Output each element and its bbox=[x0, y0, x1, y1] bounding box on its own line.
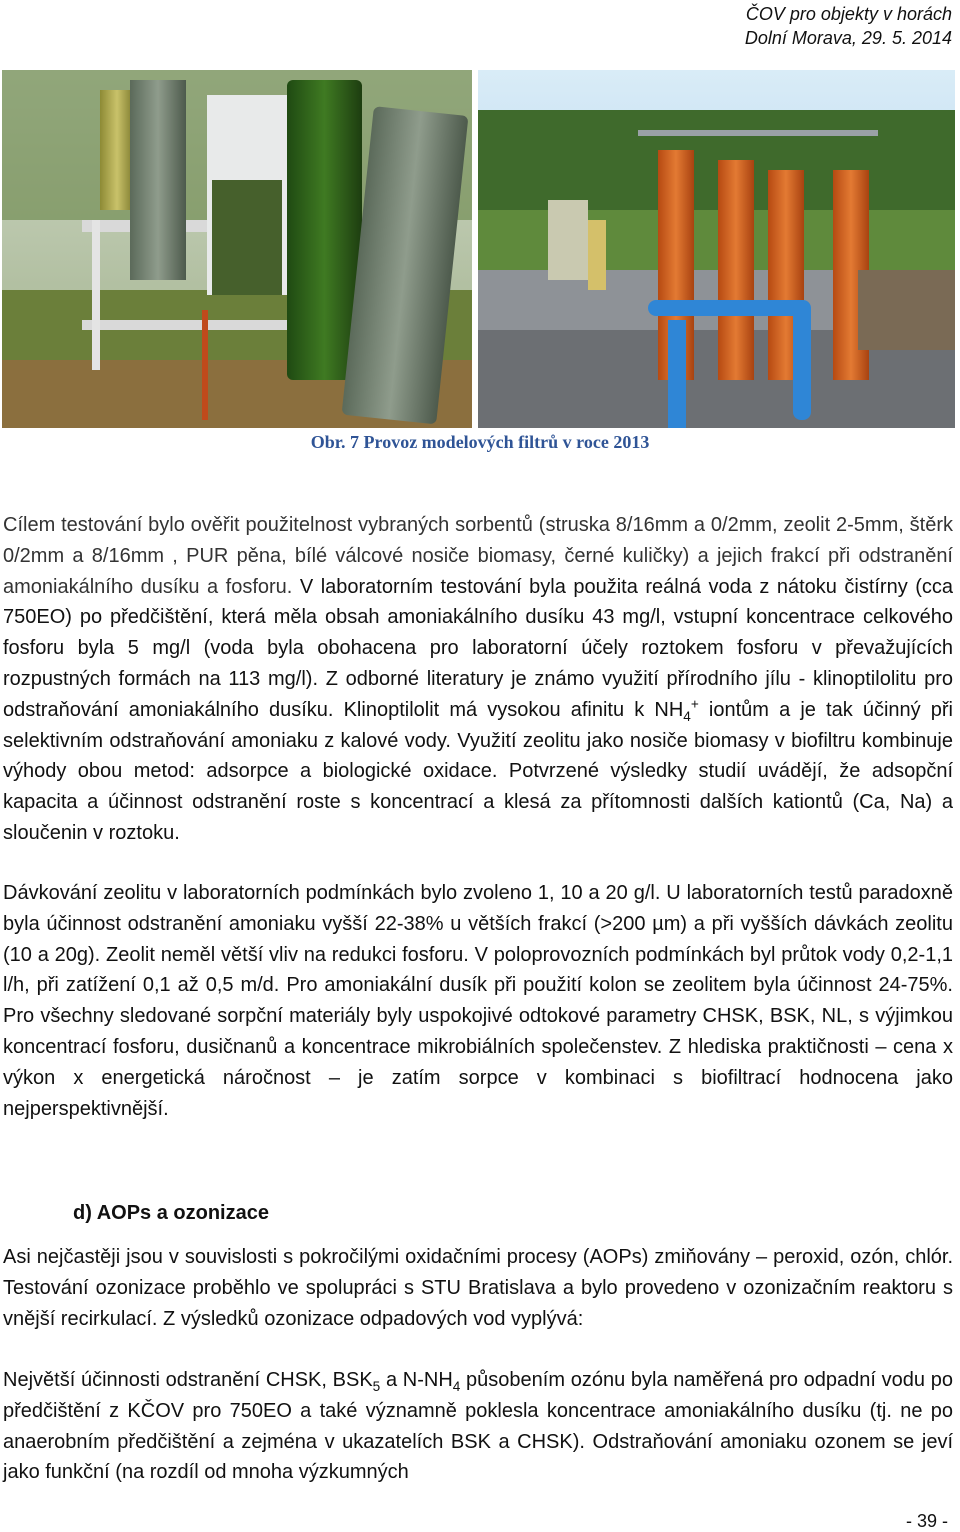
ozonation-text-c: působením ozónu byla naměřená pro odpadní vodu po předčištění z KČOV pro 750EO a také významně poklesla koncentrace amoniakálního dusíku (tj. ne po anaerobním předčištění a zejména v ukazatelích BSK a CHSK). Odstraňování amoniaku ozonem se jeví jako funkční (na rozdíl od mnoha výzkumných bbox=[3, 1369, 953, 1484]
paragraph-zeolite-dosing-text: Dávkování zeolitu v laboratorních podmínkách bylo zvoleno 1, 10 a 20 g/l. U laboratorních testů paradoxně byla účinnost odstranění amoniaku vyšší 22-38% u větších frakcí (>200 µm) a při vyšších dávkách zeolitu (10 a 20g). Zeolit neměl větší vliv na redukci fosforu. V poloprovozních podmínkách byl průtok vody 0,2-1,1 l/h, při zatížení 0,1 až 0,5 m/d. Pro amoniakální dusík při použití kolon se zeolitem byla účinnost 24-75%. Pro všechny sledované sorpční materiály byly uspokojivé odtokové parametry CHSK, BSK, NL, s výjimkou koncentrací fosforu, dusičnanů a koncentrace mikrobiálních společenstev. Z hlediska praktičnosti – cena x výkon x energetická náročnost – je zatím sorpce v kombinaci s biofiltrací hodnocena jako nejperspektivnější. bbox=[3, 882, 953, 1120]
header-date: Dolní Morava, 29. 5. 2014 bbox=[744, 28, 952, 48]
photo-filter-columns-rack bbox=[2, 70, 472, 428]
page-number: - 39 - bbox=[905, 1511, 948, 1531]
paragraph-sorbents-intro: Cílem testování bylo ověřit použitelnost vybraných sorbentů (struska 8/16mm a 0/2mm, zeolit 2-5mm, štěrk 0/2mm a 8/16mm , PUR pěna, bílé válcové nosiče biomasy, černé kuličky) a jejich frakcí při odstranění amoniakálního dusíku a fosforu. bbox=[3, 514, 953, 598]
ozonation-text-a: Největší účinnosti odstranění CHSK, BSK bbox=[3, 1369, 373, 1391]
paragraph-ozonation-results bbox=[3, 1365, 953, 1488]
figure-caption: Obr. 7 Provoz modelových filtrů v roce 2013 bbox=[310, 432, 650, 452]
ozonation-text-b: a N-NH bbox=[380, 1369, 453, 1391]
figure-photos bbox=[2, 70, 955, 428]
header-title: ČOV pro objekty v horách bbox=[745, 4, 952, 24]
paragraph-sorbents bbox=[3, 510, 953, 849]
nh4-superscript: + bbox=[690, 696, 699, 712]
section-heading-aops: d) AOPs a ozonizace bbox=[73, 1202, 269, 1224]
paragraph-sorbents-lab: V laboratorním testování byla použita reálná voda z nátoku čistírny (cca 750EO) po předčištění, která měla obsah amoniakálního dusíku 43 mg/l, vstupní koncentrace celkového fosforu byla 5 mg/l (voda byla obohacena pro laboratorní účely roztokem fosforu v převažujících rozpustných formách na 113 mg/l). Z odborné literatury je známo využití přírodního jílu - klinoptilolitu pro odstraňování amoniakálního dusíku. Klinoptilolit má vysokou afinitu k NH bbox=[3, 575, 954, 721]
paragraph-zeolite-dosing bbox=[3, 878, 953, 1124]
nh4-subscript-2: 4 bbox=[452, 1379, 461, 1394]
bsk5-subscript: 5 bbox=[372, 1379, 381, 1394]
paragraph-sorbents-zeolite: iontům a je tak účinný při selektivním odstraňování amoniaku z kalové vody. Využití zeolitu jako nosiče biomasy v biofiltru kombinuje výhody obou metod: adsorpce a biologické oxidace. Potvrzené výsledky studií uvádějí, že adsopční kapacita a účinnost odstranění roste s koncentrací a klesá za přítomnosti dalších kationtů (Ca, Na) a sloučenin v roztoku. bbox=[3, 698, 954, 844]
page-header bbox=[745, 2, 952, 50]
nh4-subscript: 4 bbox=[683, 708, 691, 724]
paragraph-aops-text: Asi nejčastěji jsou v souvislosti s pokročilými oxidačními procesy (AOPs) zmiňovány – peroxid, ozón, chlór. Testování ozonizace proběhlo ve spolupráci s STU Bratislava a bylo provedeno v ozonizačním reaktoru s vnější recirkulací. Z výsledků ozonizace odpadových vod vyplývá: bbox=[3, 1246, 953, 1330]
photo-orange-filter-columns bbox=[478, 70, 955, 428]
paragraph-aops bbox=[3, 1242, 953, 1334]
